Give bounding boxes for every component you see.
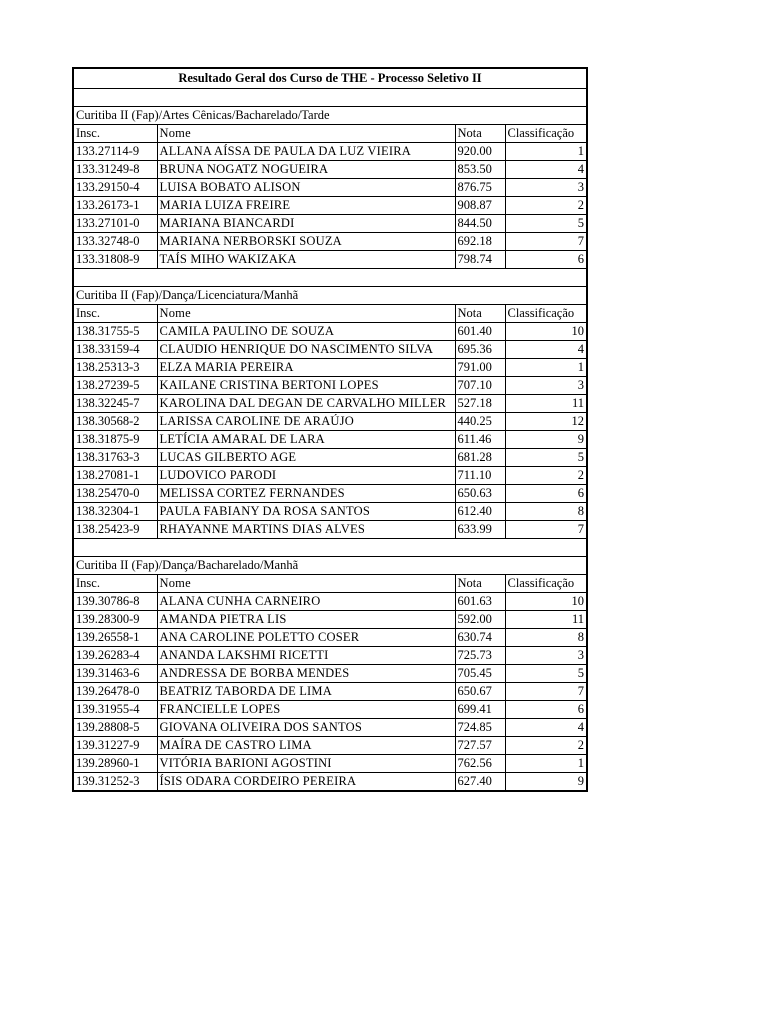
cell-insc: 133.29150-4 [74,179,157,197]
cell-nome: MAÍRA DE CASTRO LIMA [157,737,455,755]
blank-row [74,539,586,557]
cell-insc: 138.31875-9 [74,431,157,449]
cell-classificacao: 6 [505,485,586,503]
cell-nome: LETÍCIA AMARAL DE LARA [157,431,455,449]
course-section [74,269,586,539]
cell-insc: 133.27114-9 [74,143,157,161]
cell-classificacao: 5 [505,665,586,683]
sheet-title: Resultado Geral dos Curso de THE - Processo Seletivo II [74,69,586,89]
cell-insc: 133.31249-8 [74,161,157,179]
cell-classificacao: 10 [505,593,586,611]
table-row [74,449,586,467]
table-row [74,161,586,179]
cell-nome: ELZA MARIA PEREIRA [157,359,455,377]
table-row [74,395,586,413]
sections-container [74,89,586,790]
cell-nome: AMANDA PIETRA LIS [157,611,455,629]
cell-nome: ANA CAROLINE POLETTO COSER [157,629,455,647]
table-row [74,647,586,665]
cell-classificacao: 3 [505,179,586,197]
cell-nota: 853.50 [455,161,505,179]
cell-insc: 139.31227-9 [74,737,157,755]
course-section [74,89,586,269]
cell-insc: 138.31755-5 [74,323,157,341]
cell-classificacao: 5 [505,449,586,467]
section-title: Curitiba II (Fap)/Artes Cênicas/Bacharelado/Tarde [74,107,586,125]
blank-row [74,269,586,287]
table-row [74,233,586,251]
cell-nome: LUISA BOBATO ALISON [157,179,455,197]
col-header-insc: Insc. [74,305,157,323]
table-row [74,593,586,611]
col-header-insc: Insc. [74,125,157,143]
cell-nome: BRUNA NOGATZ NOGUEIRA [157,161,455,179]
cell-insc: 138.33159-4 [74,341,157,359]
cell-nome: KAILANE CRISTINA BERTONI LOPES [157,377,455,395]
cell-nome: PAULA FABIANY DA ROSA SANTOS [157,503,455,521]
cell-insc: 138.31763-3 [74,449,157,467]
col-header-classificacao: Classificação [505,305,586,323]
cell-insc: 138.30568-2 [74,413,157,431]
table-row [74,341,586,359]
table-row [74,413,586,431]
table-row [74,143,586,161]
table-row [74,755,586,773]
table-row [74,701,586,719]
results-table [74,575,586,790]
cell-nota: 727.57 [455,737,505,755]
cell-classificacao: 2 [505,197,586,215]
cell-nota: 705.45 [455,665,505,683]
table-header-row [74,575,586,593]
cell-classificacao: 6 [505,701,586,719]
cell-classificacao: 3 [505,647,586,665]
cell-nome: FRANCIELLE LOPES [157,701,455,719]
cell-classificacao: 1 [505,755,586,773]
cell-nota: 695.36 [455,341,505,359]
table-row [74,521,586,539]
course-section [74,539,586,790]
table-row [74,485,586,503]
cell-nota: 527.18 [455,395,505,413]
cell-insc: 133.27101-0 [74,215,157,233]
cell-insc: 138.32245-7 [74,395,157,413]
cell-insc: 138.25423-9 [74,521,157,539]
cell-nome: KAROLINA DAL DEGAN DE CARVALHO MILLER [157,395,455,413]
table-row [74,611,586,629]
table-row [74,665,586,683]
cell-classificacao: 1 [505,359,586,377]
cell-classificacao: 11 [505,395,586,413]
cell-classificacao: 4 [505,161,586,179]
cell-classificacao: 8 [505,503,586,521]
cell-nota: 798.74 [455,251,505,269]
table-row [74,719,586,737]
cell-nota: 592.00 [455,611,505,629]
col-header-nome: Nome [157,305,455,323]
cell-insc: 139.28960-1 [74,755,157,773]
cell-nota: 724.85 [455,719,505,737]
cell-nota: 920.00 [455,143,505,161]
table-row [74,503,586,521]
cell-nota: 630.74 [455,629,505,647]
cell-nota: 692.18 [455,233,505,251]
cell-classificacao: 5 [505,215,586,233]
cell-nome: TAÍS MIHO WAKIZAKA [157,251,455,269]
cell-insc: 138.27239-5 [74,377,157,395]
cell-insc: 138.25470-0 [74,485,157,503]
cell-insc: 139.31463-6 [74,665,157,683]
cell-insc: 133.31808-9 [74,251,157,269]
cell-insc: 133.26173-1 [74,197,157,215]
cell-nome: RHAYANNE MARTINS DIAS ALVES [157,521,455,539]
col-header-nome: Nome [157,575,455,593]
results-table [74,305,586,539]
cell-insc: 133.32748-0 [74,233,157,251]
cell-insc: 138.27081-1 [74,467,157,485]
table-row [74,377,586,395]
table-row [74,773,586,791]
cell-classificacao: 4 [505,341,586,359]
cell-nota: 612.40 [455,503,505,521]
col-header-nome: Nome [157,125,455,143]
cell-insc: 139.31955-4 [74,701,157,719]
cell-classificacao: 7 [505,233,586,251]
col-header-nota: Nota [455,575,505,593]
table-row [74,683,586,701]
cell-classificacao: 9 [577,774,584,788]
cell-nome: CLAUDIO HENRIQUE DO NASCIMENTO SILVA [157,341,455,359]
table-row [74,359,586,377]
cell-classificacao: 7 [505,521,586,539]
results-sheet [72,67,588,792]
section-title: Curitiba II (Fap)/Dança/Bacharelado/Manhã [74,557,586,575]
cell-nome: BEATRIZ TABORDA DE LIMA [157,683,455,701]
cell-classificacao: 8 [505,629,586,647]
cell-insc: 139.26558-1 [74,629,157,647]
cell-classificacao: 11 [505,611,586,629]
table-header-row [74,305,586,323]
cell-insc: 139.28808-5 [74,719,157,737]
cell-nota: 601.63 [455,593,505,611]
cell-classificacao: 2 [505,737,586,755]
cell-nome: GIOVANA OLIVEIRA DOS SANTOS [157,719,455,737]
cell-nome: ALLANA AÍSSA DE PAULA DA LUZ VIEIRA [157,143,455,161]
col-header-classificacao: Classificação [505,575,586,593]
cell-classificacao: 7 [505,683,586,701]
cell-classificacao: 2 [505,467,586,485]
cell-nota: 611.46 [455,431,505,449]
cell-nota: 725.73 [455,647,505,665]
cell-classificacao: 4 [505,719,586,737]
cell-nome: ÍSIS ODARA CORDEIRO PEREIRA [157,773,455,791]
table-row [74,179,586,197]
cell-nome: CAMILA PAULINO DE SOUZA [157,323,455,341]
table-row [74,737,586,755]
cell-nota: 707.10 [455,377,505,395]
results-table [74,125,586,269]
cell-nome: LUCAS GILBERTO AGE [157,449,455,467]
cell-insc: 139.30786-8 [74,593,157,611]
table-row [74,251,586,269]
cell-insc: 139.31252-3 [74,773,157,791]
cell-nota: 762.56 [455,755,505,773]
cell-nome: LUDOVICO PARODI [157,467,455,485]
cell-insc: 139.28300-9 [74,611,157,629]
table-header-row [74,125,586,143]
blank-row [74,89,586,107]
cell-nota: 699.41 [455,701,505,719]
cell-classificacao: 3 [505,377,586,395]
cell-nome: VITÓRIA BARIONI AGOSTINI [157,755,455,773]
cell-nome: ALANA CUNHA CARNEIRO [157,593,455,611]
cell-nota: 844.50 [455,215,505,233]
cell-classificacao: 10 [505,323,586,341]
cell-nota: 876.75 [455,179,505,197]
table-row [74,215,586,233]
cell-nota: 791.00 [455,359,505,377]
cell-nota: 601.40 [455,323,505,341]
col-header-classificacao: Classificação [505,125,586,143]
table-row [74,431,586,449]
cell-insc: 139.26478-0 [74,683,157,701]
cell-nota: 650.67 [455,683,505,701]
cell-nota: 908.87 [455,197,505,215]
cell-nota: 650.63 [455,485,505,503]
cell-nota: 627.40 [455,773,505,791]
cell-classificacao: 6 [505,251,586,269]
cell-classificacao: 1 [505,143,586,161]
section-title: Curitiba II (Fap)/Dança/Licenciatura/Manhã [74,287,586,305]
cell-nome: MARIANA BIANCARDI [157,215,455,233]
table-row [74,323,586,341]
cell-insc: 139.26283-4 [74,647,157,665]
cell-insc: 138.25313-3 [74,359,157,377]
cell-nome: MARIANA NERBORSKI SOUZA [157,233,455,251]
table-row [74,467,586,485]
cell-nota: 711.10 [455,467,505,485]
table-row [74,197,586,215]
col-header-insc: Insc. [74,575,157,593]
cell-nota: 681.28 [455,449,505,467]
cell-insc: 138.32304-1 [74,503,157,521]
cell-classificacao: 12 [505,413,586,431]
cell-nome: ANANDA LAKSHMI RICETTI [157,647,455,665]
cell-nota: 633.99 [455,521,505,539]
cell-nome: MARIA LUIZA FREIRE [157,197,455,215]
cell-nome: MELISSA CORTEZ FERNANDES [157,485,455,503]
cell-classificacao: 9 [505,431,586,449]
col-header-nota: Nota [455,125,505,143]
cell-nome: ANDRESSA DE BORBA MENDES [157,665,455,683]
cell-nota: 440.25 [455,413,505,431]
cell-nome: LARISSA CAROLINE DE ARAÚJO [157,413,455,431]
table-row [74,629,586,647]
col-header-nota: Nota [455,305,505,323]
